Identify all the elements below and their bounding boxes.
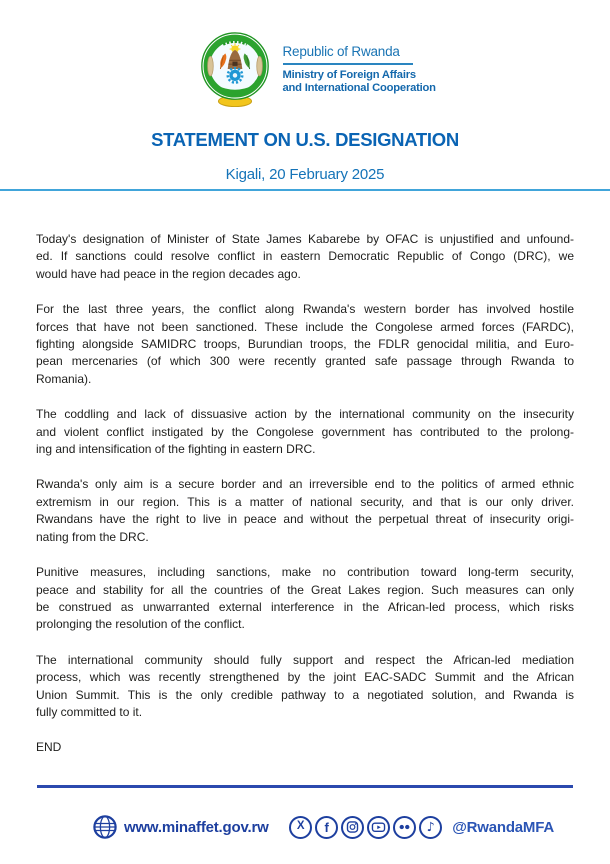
instagram-icon[interactable] <box>341 816 364 839</box>
social-handle[interactable]: @RwandaMFA <box>452 818 554 836</box>
text-line: be construed as unwarranted external interference in the African-led process, which risks <box>36 599 574 614</box>
text-line: END <box>36 740 62 755</box>
text-line: peace and stability for all the countries of the Great Lakes region. Such measures can only <box>36 582 574 597</box>
flickr-icon[interactable] <box>393 816 416 839</box>
header <box>0 30 610 110</box>
text-line: The international community should fully support and respect the African-led mediation <box>36 652 574 667</box>
text-line: fighting alongside SAMIDRC troops, Burundian troops, the FDLR genocidal militia, and Euro- <box>36 337 574 352</box>
text-line: pean mercenaries (of which 300 were recently granted safe passage through Rwanda to <box>36 354 574 369</box>
paragraph <box>36 231 574 283</box>
website-url[interactable]: www.minaffet.gov.rw <box>124 818 269 836</box>
text-line: For the last three years, the conflict along Rwanda's western border has involved hostile <box>36 302 574 317</box>
ministry-name-line2: and International Cooperation <box>282 81 436 94</box>
text-line: The coddling and lack of dissuasive action by the international community on the insecurity <box>36 407 574 422</box>
text-line: would have had peace in the region decades ago. <box>36 266 301 281</box>
text-line: ing and intensification of the fighting in eastern DRC. <box>36 442 316 457</box>
text-line: Union Summit. This is the only credible pathway to a negotiated solution, and Rwanda is <box>36 687 574 702</box>
ministry-name-line1: Ministry of Foreign Affairs <box>282 69 416 81</box>
rwanda-coat-of-arms-icon <box>196 30 274 110</box>
text-line: fully committed to it. <box>36 704 143 719</box>
header-divider <box>283 63 413 65</box>
paragraph <box>36 301 574 388</box>
text-line: forces that have not been sanctioned. These include the Congolese armed forces (FARDC), <box>36 319 574 334</box>
text-line: Romania). <box>36 371 92 386</box>
text-line: prolonging the resolution of the conflict. <box>36 617 245 632</box>
paragraph <box>36 564 574 634</box>
youtube-icon[interactable] <box>367 816 390 839</box>
text-line: Punitive measures, including sanctions, make no contribution toward long-term security, <box>36 565 574 580</box>
text-line: Today's designation of Minister of State James Kabarebe by OFAC is unjustified and unfound- <box>36 232 574 246</box>
text-line: ed. If sanctions could resolve conflict in eastern Democratic Republic of Congo (DRC), we <box>36 249 574 264</box>
footer-rule <box>37 785 573 788</box>
text-line: Rwandans have the right to live in peace and without the perpetual threat of insecurity origi- <box>36 512 574 527</box>
page-title: STATEMENT ON U.S. DESIGNATION <box>151 129 459 150</box>
dateline: Kigali, 20 February 2025 <box>225 166 385 183</box>
text-line: and violent conflict instigated by the Congolese government has contributed to the prolong- <box>36 424 574 439</box>
paragraph <box>36 476 574 546</box>
tiktok-icon[interactable]: ♪ <box>419 816 442 839</box>
footer <box>92 812 554 842</box>
paragraph <box>36 739 574 756</box>
body-text <box>36 231 574 775</box>
text-line: nating from the DRC. <box>36 529 149 544</box>
social-links <box>289 816 554 839</box>
facebook-icon[interactable]: f <box>315 816 338 839</box>
header-text-block <box>282 30 436 94</box>
social-icon-list <box>289 816 442 839</box>
header-rule <box>0 189 610 191</box>
text-line: Rwanda's only aim is a secure border and an irreversible end to the politics of armed ethnic <box>36 477 574 492</box>
text-line: extremism in our region. This is a matter of national security, and that is our only driver. <box>36 494 574 509</box>
website-link[interactable] <box>92 814 269 840</box>
x-icon[interactable]: X <box>289 816 312 839</box>
org-name: Republic of Rwanda <box>282 44 400 59</box>
paragraph <box>36 652 574 722</box>
globe-icon <box>92 814 118 840</box>
paragraph <box>36 406 574 458</box>
text-line: process, which was recently strengthened by the joint EAC-SADC Summit and the African <box>36 670 574 685</box>
